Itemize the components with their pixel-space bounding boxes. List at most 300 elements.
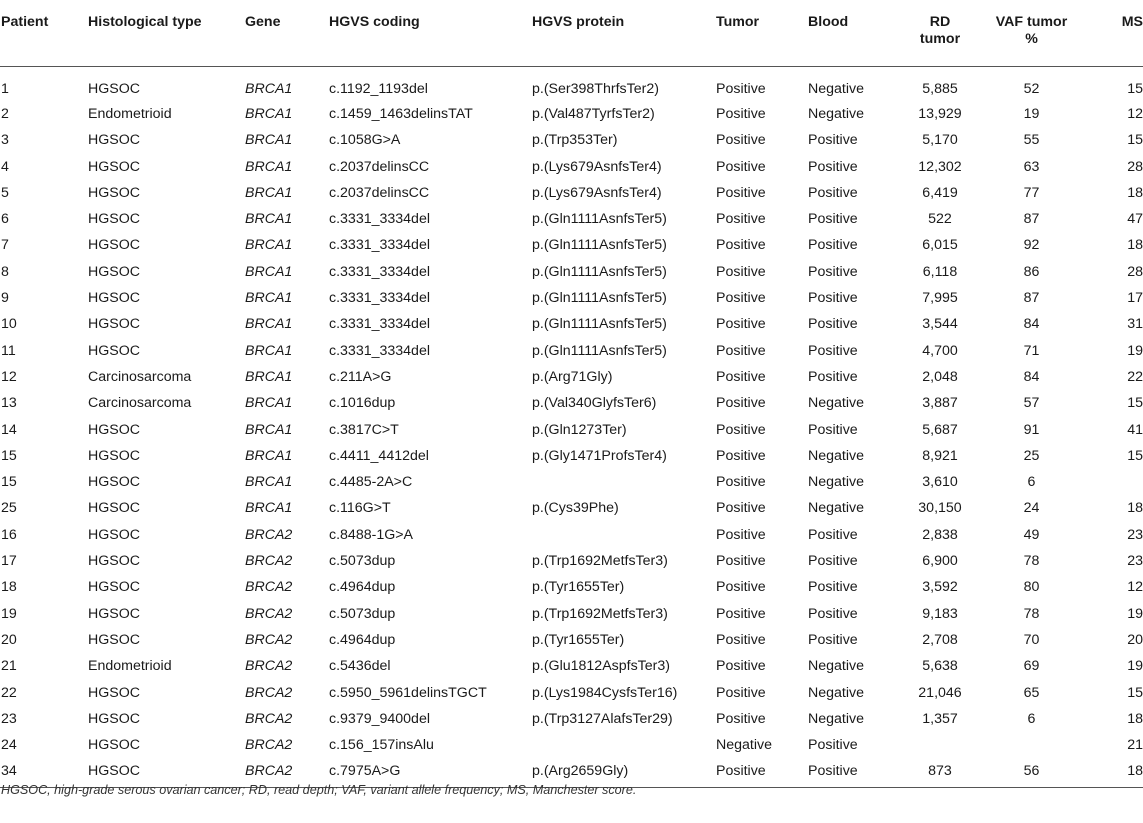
- header-tumor: Tumor: [716, 0, 808, 66]
- cell-gene: BRCA1: [245, 158, 293, 175]
- cell-histological-type: HGSOC: [88, 553, 141, 570]
- cell-ms: 47: [1127, 211, 1143, 228]
- cell-rd-tumor: 6,900: [922, 553, 958, 570]
- cell-hgvs-protein: p.(Trp3127AlafsTer29): [532, 710, 673, 727]
- header-vaf-tumor-line1: VAF tumor: [995, 14, 1068, 30]
- cell-rd-tumor: 13,929: [918, 106, 962, 122]
- cell-vaf-tumor: 57: [1023, 395, 1040, 412]
- cell-patient: 34: [0, 757, 88, 787]
- cell-rd-tumor: 5,638: [922, 658, 958, 675]
- cell-patient: 16: [1, 526, 17, 543]
- table-row: [0, 310, 1143, 336]
- cell-vaf-tumor: 84: [1023, 368, 1040, 385]
- cell-rd-tumor: 6,419: [922, 184, 958, 201]
- cell-tumor: Positive: [716, 500, 766, 517]
- cell-tumor: Positive: [716, 421, 766, 438]
- cell-gene: BRCA2: [245, 553, 293, 570]
- cell-patient: 2: [1, 106, 9, 122]
- cell-gene: BRCA1: [245, 447, 293, 464]
- cell-ms: 41: [1127, 421, 1143, 438]
- cell-hgvs-coding: c.7975A>G: [329, 757, 532, 787]
- cell-gene: BRCA1: [245, 316, 293, 333]
- table-row: [0, 494, 1143, 520]
- table-row: [0, 66, 1143, 100]
- cell-gene: BRCA1: [245, 80, 293, 97]
- cell-hgvs-protein: [532, 521, 716, 547]
- cell-histological-type: Carcinosarcoma: [88, 395, 192, 412]
- cell-ms: 28: [1127, 158, 1143, 175]
- header-rd-tumor-line2: tumor: [919, 31, 961, 47]
- cell-gene: BRCA1: [245, 395, 293, 412]
- table-row: [0, 600, 1143, 626]
- cell-blood: Positive: [808, 290, 858, 307]
- cell-vaf-tumor: 19: [1023, 106, 1040, 122]
- cell-vaf-tumor: 78: [1023, 553, 1040, 570]
- cell-hgvs-protein: p.(Gly1471ProfsTer4): [532, 447, 667, 464]
- cell-hgvs-protein: p.(Lys679AsnfsTer4): [532, 184, 662, 201]
- cell-vaf-tumor: 56: [978, 757, 1085, 787]
- cell-rd-tumor: 2,838: [922, 526, 958, 543]
- table-row: [0, 547, 1143, 573]
- cell-tumor: Positive: [716, 474, 766, 491]
- cell-patient: 10: [1, 316, 17, 333]
- header-vaf-tumor: [978, 0, 1085, 66]
- cell-ms: 15: [1127, 80, 1143, 97]
- cell-blood: Positive: [808, 631, 858, 648]
- table-row: [0, 284, 1143, 310]
- cell-blood: Negative: [808, 684, 864, 701]
- cell-gene: BRCA1: [245, 132, 293, 149]
- cell-vaf-tumor: 69: [1023, 658, 1040, 675]
- cell-gene: BRCA2: [245, 757, 329, 787]
- cell-hgvs-protein: p.(Gln1111AsnfsTer5): [532, 237, 667, 254]
- cell-tumor: Negative: [716, 737, 772, 754]
- cell-gene: BRCA1: [245, 342, 293, 359]
- cell-blood: Negative: [808, 500, 864, 517]
- cell-tumor: Positive: [716, 526, 766, 543]
- cell-vaf-tumor: 87: [1023, 211, 1040, 228]
- cell-hgvs-protein: p.(Val340GlyfsTer6): [532, 395, 657, 412]
- cell-hgvs-coding: c.3331_3334del: [329, 263, 430, 280]
- cell-patient: 15: [1, 447, 17, 464]
- cell-hgvs-protein: p.(Cys39Phe): [532, 500, 619, 517]
- table-row: [0, 442, 1143, 468]
- cell-patient: 8: [1, 263, 9, 280]
- cell-patient: 19: [1, 605, 17, 622]
- cell-hgvs-coding: c.211A>G: [329, 368, 392, 385]
- cell-histological-type: HGSOC: [88, 342, 141, 359]
- cell-patient: 22: [1, 684, 17, 701]
- table-footnote: HGSOC, high-grade serous ovarian cancer; RD, read depth; VAF, variant allele frequency; MS, Manchester score.: [1, 783, 637, 797]
- table-row: [0, 468, 1143, 494]
- cell-hgvs-protein: p.(Gln1111AsnfsTer5): [532, 290, 667, 307]
- cell-blood: Positive: [808, 526, 858, 543]
- cell-patient: 1: [1, 80, 9, 97]
- cell-vaf-tumor: 63: [1023, 158, 1040, 175]
- cell-blood: Positive: [808, 316, 858, 333]
- cell-blood: Negative: [808, 710, 864, 727]
- table-row: [0, 100, 1143, 126]
- cell-patient: 9: [1, 290, 9, 307]
- cell-hgvs-protein: p.(Gln1273Ter): [532, 421, 627, 438]
- cell-tumor: Positive: [716, 579, 766, 596]
- cell-vaf-tumor: 65: [1023, 684, 1040, 701]
- cell-hgvs-protein: p.(Gln1111AsnfsTer5): [532, 263, 667, 280]
- cell-ms: 15: [1127, 395, 1143, 412]
- table-row: [0, 205, 1143, 231]
- cell-gene: BRCA1: [245, 237, 293, 254]
- cell-hgvs-protein: p.(Trp1692MetfsTer3): [532, 605, 668, 622]
- cell-vaf-tumor: 49: [1023, 526, 1040, 543]
- cell-vaf-tumor: 91: [1023, 421, 1040, 438]
- cell-tumor: Positive: [716, 757, 808, 787]
- cell-tumor: Positive: [716, 263, 766, 280]
- cell-gene: BRCA1: [245, 368, 293, 385]
- cell-hgvs-coding: c.156_157insAlu: [329, 737, 434, 754]
- table-row: [0, 573, 1143, 599]
- cell-vaf-tumor: 78: [1023, 605, 1040, 622]
- cell-histological-type: HGSOC: [88, 80, 141, 97]
- cell-hgvs-coding: c.2037delinsCC: [329, 184, 430, 201]
- cell-ms: 20: [1127, 631, 1143, 648]
- cell-blood: Negative: [808, 80, 864, 97]
- table-row: [0, 179, 1143, 205]
- cell-hgvs-protein: p.(Gln1111AsnfsTer5): [532, 211, 667, 228]
- cell-hgvs-coding: c.5073dup: [329, 553, 396, 570]
- cell-histological-type: HGSOC: [88, 500, 141, 517]
- cell-tumor: Positive: [716, 237, 766, 254]
- cell-vaf-tumor: 80: [1023, 579, 1040, 596]
- cell-hgvs-protein: p.(Arg71Gly): [532, 368, 613, 385]
- cell-blood: Negative: [808, 474, 864, 491]
- table-body: [0, 66, 1143, 787]
- cell-gene: BRCA2: [245, 710, 293, 727]
- cell-gene: BRCA1: [245, 290, 293, 307]
- table-row: [0, 126, 1143, 152]
- cell-rd-tumor: 12,302: [918, 158, 962, 175]
- cell-hgvs-coding: c.5950_5961delinsTGCT: [329, 684, 487, 701]
- cell-patient: 12: [1, 368, 17, 385]
- cell-patient: 20: [1, 631, 17, 648]
- cell-ms: 22: [1127, 368, 1143, 385]
- cell-patient: 14: [1, 421, 17, 438]
- cell-hgvs-protein: [532, 468, 716, 494]
- cell-histological-type: HGSOC: [88, 184, 141, 201]
- cell-patient: 5: [1, 184, 9, 201]
- cell-histological-type: HGSOC: [88, 579, 141, 596]
- cell-histological-type: Carcinosarcoma: [88, 368, 192, 385]
- cell-ms: 19: [1127, 605, 1143, 622]
- cell-rd-tumor: 3,887: [922, 395, 958, 412]
- cell-ms: 23: [1127, 553, 1143, 570]
- cell-vaf-tumor: 52: [1023, 80, 1040, 97]
- header-rd-tumor: [902, 0, 978, 66]
- cell-rd-tumor: 5,170: [922, 132, 958, 149]
- cell-histological-type: HGSOC: [88, 316, 141, 333]
- cell-histological-type: HGSOC: [88, 158, 141, 175]
- cell-blood: Negative: [808, 395, 864, 412]
- cell-blood: Negative: [808, 447, 864, 464]
- cell-rd-tumor: 9,183: [922, 605, 958, 622]
- cell-tumor: Positive: [716, 658, 766, 675]
- cell-blood: Positive: [808, 263, 858, 280]
- cell-tumor: Positive: [716, 184, 766, 201]
- header-gene: Gene: [245, 0, 329, 66]
- cell-hgvs-coding: c.2037delinsCC: [329, 158, 430, 175]
- cell-hgvs-protein: p.(Tyr1655Ter): [532, 631, 625, 648]
- cell-patient: 3: [1, 132, 9, 149]
- cell-tumor: Positive: [716, 684, 766, 701]
- cell-ms: 15: [1127, 447, 1143, 464]
- header-vaf-tumor-line2: %: [1025, 31, 1038, 47]
- cell-hgvs-protein: p.(Tyr1655Ter): [532, 579, 625, 596]
- cell-hgvs-coding: c.3331_3334del: [329, 316, 430, 333]
- cell-gene: BRCA2: [245, 684, 293, 701]
- cell-hgvs-coding: c.1192_1193del: [329, 80, 428, 97]
- cell-hgvs-coding: c.1459_1463delinsTAT: [329, 106, 473, 122]
- cell-vaf-tumor: [978, 731, 1085, 757]
- cell-histological-type: HGSOC: [88, 474, 141, 491]
- table-row: [0, 705, 1143, 731]
- table-row: [0, 231, 1143, 257]
- cell-tumor: Positive: [716, 290, 766, 307]
- table-row: [0, 652, 1143, 678]
- cell-rd-tumor: 6,015: [922, 237, 958, 254]
- cell-gene: BRCA1: [245, 184, 293, 201]
- cell-histological-type: HGSOC: [88, 737, 141, 754]
- table-row: [0, 679, 1143, 705]
- cell-blood: Positive: [808, 579, 858, 596]
- cell-vaf-tumor: 6: [1027, 474, 1036, 491]
- header-hgvs-coding: HGVS coding: [329, 0, 532, 66]
- cell-ms: 23: [1127, 526, 1143, 543]
- cell-hgvs-protein: p.(Gln1111AsnfsTer5): [532, 316, 667, 333]
- cell-histological-type: HGSOC: [88, 211, 141, 228]
- cell-ms: 12: [1127, 579, 1143, 596]
- cell-patient: 15: [1, 474, 17, 491]
- cell-histological-type: Endometrioid: [88, 658, 172, 675]
- cell-tumor: Positive: [716, 211, 766, 228]
- cell-rd-tumor: 5,687: [922, 421, 958, 438]
- cell-vaf-tumor: 87: [1023, 290, 1040, 307]
- cell-ms: 18: [1127, 237, 1143, 254]
- cell-histological-type: HGSOC: [88, 447, 141, 464]
- cell-hgvs-protein: p.(Val487TyrfsTer2): [532, 106, 655, 122]
- cell-tumor: Positive: [716, 710, 766, 727]
- cell-histological-type: HGSOC: [88, 757, 245, 787]
- cell-blood: Positive: [808, 757, 902, 787]
- header-blood: Blood: [808, 0, 902, 66]
- cell-hgvs-protein: p.(Trp1692MetfsTer3): [532, 553, 668, 570]
- cell-hgvs-protein: p.(Gln1111AsnfsTer5): [532, 342, 667, 359]
- cell-patient: 17: [1, 553, 17, 570]
- cell-ms: 15: [1127, 684, 1143, 701]
- cell-hgvs-coding: c.4411_4412del: [329, 447, 429, 464]
- cell-patient: 6: [1, 211, 9, 228]
- cell-blood: Positive: [808, 132, 858, 149]
- cell-hgvs-protein: [532, 731, 716, 757]
- cell-histological-type: HGSOC: [88, 526, 141, 543]
- cell-rd-tumor: 6,118: [922, 263, 958, 280]
- table-row: [0, 337, 1143, 363]
- table-row: [0, 521, 1143, 547]
- cell-histological-type: HGSOC: [88, 132, 141, 149]
- cell-patient: 24: [1, 737, 17, 754]
- cell-hgvs-coding: c.116G>T: [329, 500, 391, 517]
- cell-tumor: Positive: [716, 80, 766, 97]
- cell-tumor: Positive: [716, 553, 766, 570]
- cell-rd-tumor: 8,921: [922, 447, 958, 464]
- cell-blood: Negative: [808, 106, 864, 122]
- cell-gene: BRCA1: [245, 106, 293, 122]
- cell-gene: BRCA1: [245, 474, 293, 491]
- cell-hgvs-coding: c.9379_9400del: [329, 710, 430, 727]
- cell-gene: BRCA1: [245, 211, 293, 228]
- cell-tumor: Positive: [716, 158, 766, 175]
- cell-tumor: Positive: [716, 132, 766, 149]
- cell-histological-type: HGSOC: [88, 290, 141, 307]
- cell-tumor: Positive: [716, 395, 766, 412]
- header-ms: MS: [1085, 0, 1143, 66]
- cell-patient: 11: [1, 342, 16, 359]
- table-row: [0, 416, 1143, 442]
- cell-blood: Positive: [808, 368, 858, 385]
- cell-tumor: Positive: [716, 605, 766, 622]
- cell-gene: BRCA2: [245, 579, 293, 596]
- cell-patient: 4: [1, 158, 9, 175]
- cell-hgvs-protein: p.(Lys679AsnfsTer4): [532, 158, 662, 175]
- cell-gene: BRCA2: [245, 737, 293, 754]
- cell-histological-type: HGSOC: [88, 684, 141, 701]
- cell-hgvs-coding: c.4964dup: [329, 631, 396, 648]
- cell-hgvs-coding: c.8488-1G>A: [329, 526, 413, 543]
- cell-patient: 23: [1, 710, 17, 727]
- cell-blood: Negative: [808, 658, 864, 675]
- cell-blood: Positive: [808, 237, 858, 254]
- cell-hgvs-coding: c.3817C>T: [329, 421, 399, 438]
- cell-vaf-tumor: 70: [1023, 631, 1040, 648]
- cell-blood: Positive: [808, 737, 858, 754]
- cell-vaf-tumor: 77: [1023, 184, 1040, 201]
- cell-gene: BRCA1: [245, 421, 293, 438]
- cell-histological-type: HGSOC: [88, 237, 141, 254]
- cell-tumor: Positive: [716, 342, 766, 359]
- cell-hgvs-protein: p.(Ser398ThrfsTer2): [532, 80, 659, 97]
- cell-rd-tumor: 30,150: [918, 500, 962, 517]
- cell-gene: BRCA2: [245, 605, 293, 622]
- table-row: [0, 626, 1143, 652]
- cell-patient: 18: [1, 579, 17, 596]
- cell-rd-tumor: 522: [928, 211, 952, 228]
- cell-hgvs-protein: p.(Lys1984CysfsTer16): [532, 684, 678, 701]
- cell-hgvs-coding: c.1058G>A: [329, 132, 401, 149]
- cell-ms: 31: [1127, 316, 1143, 333]
- table-header-row: [0, 0, 1143, 66]
- cell-hgvs-coding: c.5073dup: [329, 605, 396, 622]
- cell-ms: 17: [1127, 290, 1143, 307]
- cell-vaf-tumor: 86: [1023, 263, 1040, 280]
- cell-rd-tumor: 7,995: [922, 290, 958, 307]
- cell-vaf-tumor: 55: [1023, 132, 1040, 149]
- cell-hgvs-coding: c.4485-2A>C: [329, 474, 413, 491]
- cell-tumor: Positive: [716, 368, 766, 385]
- cell-rd-tumor: 2,048: [922, 368, 958, 385]
- cell-gene: BRCA1: [245, 500, 293, 517]
- cell-ms: 18: [1127, 500, 1143, 517]
- header-hgvs-protein: HGVS protein: [532, 0, 716, 66]
- cell-rd-tumor: [902, 731, 978, 757]
- cell-hgvs-coding: c.4964dup: [329, 579, 396, 596]
- table-row: [0, 258, 1143, 284]
- cell-ms: [1085, 468, 1143, 494]
- header-rd-tumor-line1: RD: [929, 14, 951, 30]
- cell-ms: 18: [1085, 757, 1143, 787]
- cell-ms: 19: [1127, 342, 1143, 359]
- cell-vaf-tumor: 84: [1023, 316, 1040, 333]
- cell-hgvs-protein: p.(Trp353Ter): [532, 132, 618, 149]
- table-row: [0, 389, 1143, 415]
- cell-hgvs-protein: p.(Arg2659Gly): [532, 757, 716, 787]
- cell-vaf-tumor: 92: [1023, 237, 1040, 254]
- cell-hgvs-coding: c.5436del: [329, 658, 391, 675]
- cell-histological-type: Endometrioid: [88, 106, 172, 122]
- cell-blood: Positive: [808, 421, 858, 438]
- cell-patient: 21: [1, 658, 17, 675]
- cell-rd-tumor: 873: [902, 757, 978, 787]
- cell-histological-type: HGSOC: [88, 631, 141, 648]
- cell-rd-tumor: 5,885: [922, 80, 958, 97]
- cell-hgvs-protein: p.(Glu1812AspfsTer3): [532, 658, 671, 675]
- cell-blood: Positive: [808, 342, 858, 359]
- cell-histological-type: HGSOC: [88, 710, 141, 727]
- cell-vaf-tumor: 24: [1023, 500, 1040, 517]
- cell-gene: BRCA1: [245, 263, 293, 280]
- cell-hgvs-coding: c.3331_3334del: [329, 290, 430, 307]
- cell-patient: 13: [1, 395, 17, 412]
- cell-vaf-tumor: 71: [1023, 342, 1040, 359]
- cell-gene: BRCA2: [245, 631, 293, 648]
- cell-vaf-tumor: 6: [1027, 710, 1036, 727]
- cell-gene: BRCA2: [245, 658, 293, 675]
- cell-histological-type: HGSOC: [88, 605, 141, 622]
- cell-ms: 18: [1127, 184, 1143, 201]
- table-row: [0, 731, 1143, 757]
- cell-blood: Positive: [808, 184, 858, 201]
- cell-rd-tumor: 3,592: [922, 579, 958, 596]
- cell-blood: Positive: [808, 158, 858, 175]
- cell-hgvs-coding: c.3331_3334del: [329, 237, 430, 254]
- cell-tumor: Positive: [716, 316, 766, 333]
- cell-blood: Positive: [808, 553, 858, 570]
- cell-tumor: Positive: [716, 106, 766, 122]
- cell-gene: BRCA2: [245, 526, 293, 543]
- cell-ms: 18: [1127, 710, 1143, 727]
- cell-ms: 28: [1127, 263, 1143, 280]
- cell-hgvs-coding: c.1016dup: [329, 395, 396, 412]
- cell-hgvs-coding: c.3331_3334del: [329, 342, 430, 359]
- cell-rd-tumor: 3,544: [922, 316, 958, 333]
- cell-ms: 19: [1127, 658, 1143, 675]
- table-row: [0, 363, 1143, 389]
- cell-ms: 21: [1127, 737, 1143, 754]
- cell-rd-tumor: 21,046: [918, 684, 962, 701]
- table-row: [0, 153, 1143, 179]
- cell-ms: 15: [1127, 132, 1143, 149]
- header-patient: Patient: [0, 0, 88, 66]
- cell-blood: Positive: [808, 211, 858, 228]
- cell-blood: Positive: [808, 605, 858, 622]
- cell-patient: 7: [1, 237, 9, 254]
